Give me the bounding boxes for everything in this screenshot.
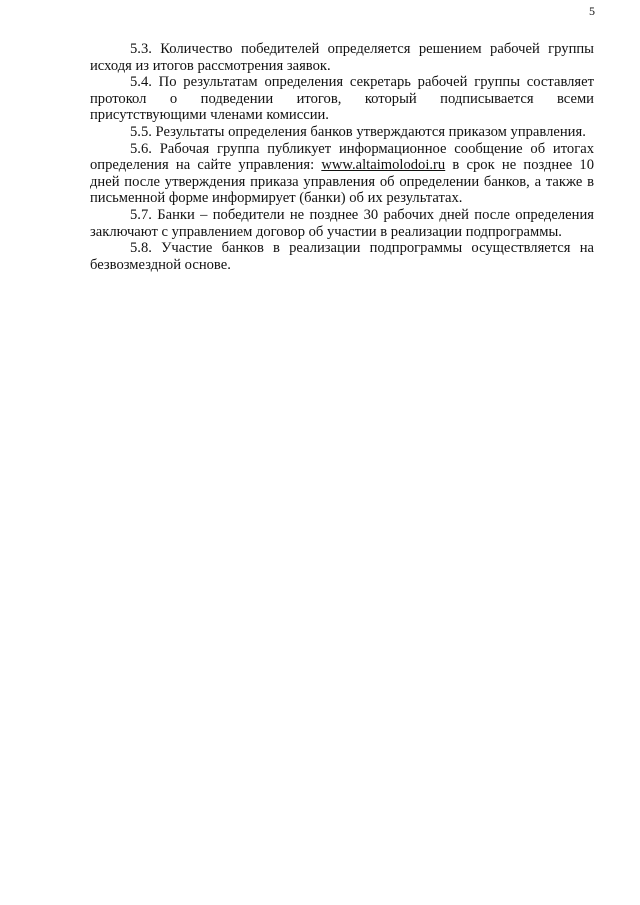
paragraph-5-3: 5.3. Количество победителей определяется решением рабочей группы исходя из итогов рассмотрения заявок. xyxy=(90,41,594,74)
paragraph-5-6 xyxy=(90,141,594,207)
paragraph-5-6-text-start: 5.6. Рабочая группа публикует информационное сообщение об итогах определения на сайте управления: xyxy=(90,140,594,174)
document-body xyxy=(90,41,594,273)
website-link[interactable]: www.altaimolodoi.ru xyxy=(321,157,446,174)
paragraph-5-8: 5.8. Участие банков в реализации подпрограммы осуществляется на безвозмездной основе. xyxy=(90,240,594,273)
paragraph-5-4: 5.4. По результатам определения секретарь рабочей группы составляет протокол о подведении итогов, который подписывается всеми присутствующими членами комиссии. xyxy=(90,74,594,124)
paragraph-5-7: 5.7. Банки – победители не позднее 30 рабочих дней после определения заключают с управлением договор об участии в реализации подпрограммы. xyxy=(90,206,594,240)
paragraph-5-5: 5.5. Результаты определения банков утверждаются приказом управления. xyxy=(130,123,586,140)
page-number: 5 xyxy=(589,4,595,18)
paragraph-5-6-text-end: в срок не позднее 10 дней после утверждения приказа управления об определении банков, а также в письменной форме информирует (банки) об их результатах. xyxy=(90,157,594,207)
